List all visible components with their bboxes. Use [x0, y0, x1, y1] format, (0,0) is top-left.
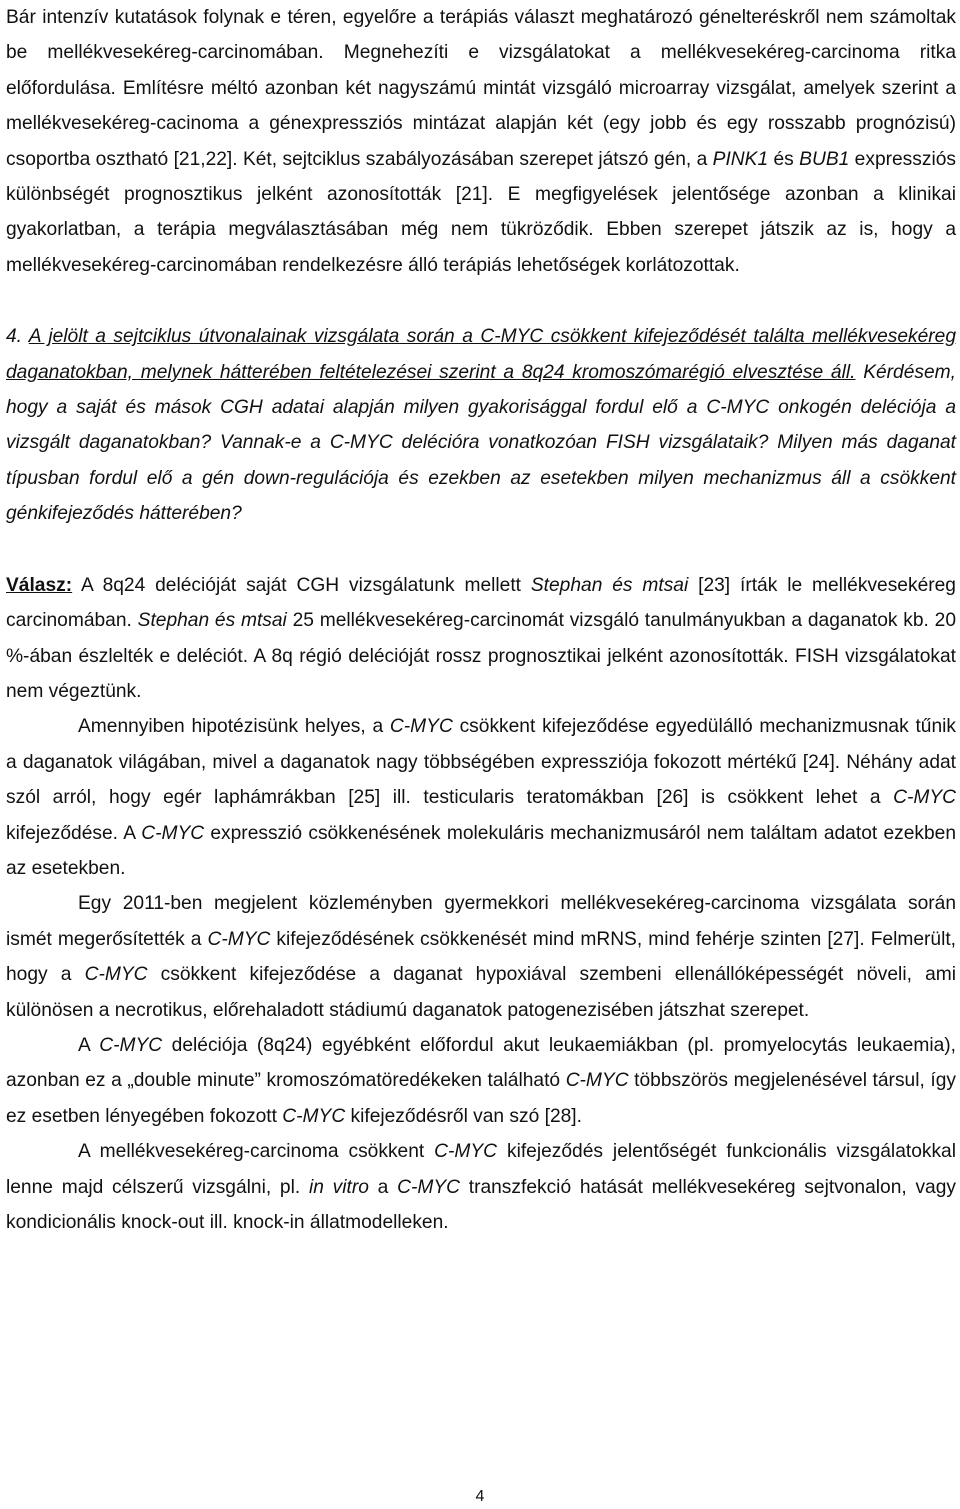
text-run: A [78, 1034, 100, 1056]
text-run: a [368, 1176, 398, 1198]
text-run: és [768, 148, 800, 170]
text-run: 25 mellékvesekéreg-carcinomát vizsgáló tanulmányukban a daganatok kb. 20 %-ában észlelték e deléciót. A 8q régió delécióját rossz prognosztikai jelként azonosították. FISH vizsgálatokat nem végeztünk. [6, 610, 956, 702]
text-run [22, 326, 29, 347]
text-run: C-MYC [207, 928, 271, 950]
text-run: A mellékvesekéreg-carcinoma csökkent [78, 1141, 435, 1163]
text-run: A jelölt a sejtciklus útvonalainak vizsgálata során a C-MYC csökkent kifejeződését találta mellékvesekéreg daganatokban, melynek hátterében feltételezései szerint a 8q24 kromoszómarégió elvesztése áll. [6, 326, 956, 383]
text-run: C-MYC [141, 822, 205, 844]
text-run: Amennyiben hipotézisünk helyes, a [78, 716, 390, 738]
text-run: többszörös megjelenésével társul, így ez esetben lényegében fokozott [6, 1070, 956, 1127]
text-run: C-MYC [397, 1176, 460, 1198]
text-run: expresszió csökkenésének molekuláris mechanizmusáról nem találtam adatot ezekben az esetekben. [6, 822, 956, 879]
text-run: deléciója (8q24) egyébként előfordul akut leukaemiákban (pl. promyelocytás leukaemia), azonban ez a „double minute” kromoszómatöredékeken található [6, 1034, 956, 1092]
text-run: 4. [6, 326, 23, 348]
paragraph-q4 [6, 319, 956, 531]
paragraph-p1 [6, 0, 956, 283]
text-run: C-MYC [282, 1105, 346, 1127]
text-run: kifejeződése. A [6, 822, 142, 844]
paragraph-a4 [6, 1028, 956, 1134]
text-run: C-MYC [565, 1070, 629, 1092]
text-run: BUB1 [799, 148, 850, 170]
page-number: 4 [475, 1488, 485, 1505]
text-run: C-MYC [893, 787, 956, 809]
text-run: A 8q24 delécióját saját CGH vizsgálatunk mellett [72, 574, 531, 596]
text-run: transzfekció hatását mellékvesekéreg sejtvonalon, vagy kondicionális knock-out ill. knock-in állatmodelleken. [6, 1176, 956, 1233]
text-run: Válasz: [6, 574, 73, 596]
text-run: Bár intenzív kutatások folynak e téren, egyelőre a terápiás választ meghatározó génelteréskről nem számoltak be mellékvesekéreg-carcinomában. Megnehezíti e vizsgálatokat a mellékvesekéreg-carcinoma ritka előfordulása. Említésre méltó azonban két nagyszámú mintát vizsgáló microarray vizsgálat, amelyek szerint a mellékvesekéreg-cacinoma a génexpressziós mintázat alapján két (egy jobb és egy rosszabb prognózisú) csoportba osztható [21,22]. Két, sejtciklus szabályozásában szerepet játszó gén, a [6, 7, 956, 170]
text-run: Kérdésem, hogy a saját és mások CGH adatai alapján milyen gyakorisággal fordul elő a C-MYC onkogén deléciója a vizsgált daganatokban? Vannak-e a C-MYC delécióra vonatkozóan FISH vizsgálataik? Milyen más daganat típusban fordul elő a gén down-regulációja és ezekben az esetekben milyen mechanizmus áll a csökkent génkifejeződés hátterében? [6, 361, 956, 525]
text-run: kifejeződésének csökkenését mind mRNS, mind fehérje szinten [27]. Felmerült, hogy a [6, 928, 956, 986]
text-run: C-MYC [99, 1034, 163, 1056]
paragraph-a3 [6, 886, 956, 1028]
text-run: csökkent kifejeződése egyedülálló mechanizmusnak tűnik a daganatok világában, mivel a daganatok nagy többségében expressziója fokozott mértékű [24]. Néhány adat szól arról, hogy egér laphámrákban [25] ill. testicularis teratomákban [26] is csökkent lehet a [6, 716, 957, 809]
text-run: kifejeződés jelentőségét funkcionális vizsgálatokkal lenne majd célszerű vizsgálni, pl. [6, 1141, 956, 1198]
text-run: csökkent kifejeződése a daganat hypoxiával szembeni ellenállóképességét növeli, ami különösen a necrotikus, előrehaladott stádiumú daganatok patogenezisében játszhat szerepet. [6, 964, 956, 1021]
text-run: Egy 2011-ben megjelent közleményben gyermekkori mellékvesekéreg-carcinoma vizsgálata során ismét megerősítették a [6, 893, 956, 950]
text-run: in vitro [308, 1176, 369, 1198]
paragraph-a1 [6, 568, 956, 710]
text-run: Stephan és mtsai [137, 610, 287, 632]
text-run: expressziós különbségét prognosztikus jelként azonosították [21]. E megfigyelések jelentősége azonban a klinikai gyakorlatban, a terápia megválasztásában még nem tükröződik. Ebben szerepet játszik az is, hogy a mellékvesekéreg-carcinomában rendelkezésre álló terápiás lehetőségek korlátozottak. [6, 148, 956, 276]
paragraph-a5 [6, 1134, 956, 1240]
paragraph-a2 [6, 709, 956, 886]
text-run: PINK1 [712, 148, 769, 170]
text-run: C-MYC [434, 1141, 498, 1163]
text-run: C-MYC [84, 964, 148, 986]
text-run: C-MYC [389, 716, 453, 738]
text-run: [23] írták le mellékvesekéreg carcinomában. [6, 574, 956, 632]
document-page [6, 0, 956, 1240]
text-run: kifejeződésről van szó [28]. [345, 1105, 582, 1127]
text-run: Stephan és mtsai [530, 574, 689, 596]
